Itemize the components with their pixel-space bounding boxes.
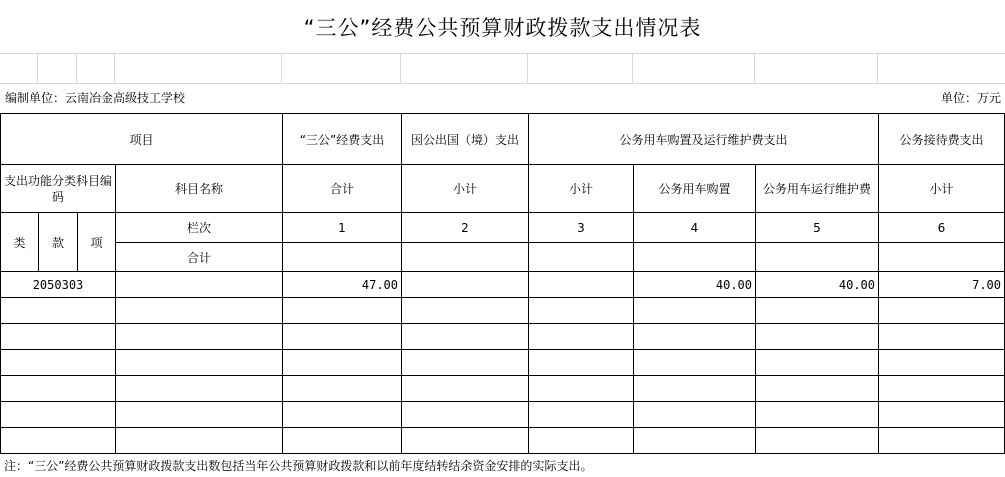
overseas-subtotal-cell — [402, 272, 529, 298]
reception-subtotal-cell: 7.00 — [879, 272, 1005, 298]
header-vehicle-operation: 公务用车运行维护费 — [756, 165, 879, 213]
budget-table — [0, 113, 1005, 454]
vehicle-operation-cell: 40.00 — [756, 272, 879, 298]
header-function-code: 支出功能分类科目编码 — [1, 165, 116, 213]
total-row-cell — [402, 243, 529, 272]
gridline — [76, 54, 77, 84]
column-number-4: 4 — [634, 213, 756, 243]
footnote: 注：“三公”经费公共预算财政拨款支出数包括当年公共预算财政拨款和以前年度结转结余资金安排的实际支出。 — [4, 459, 593, 473]
gridline — [281, 54, 282, 84]
currency-unit: 单位：万元 — [940, 91, 1001, 105]
column-number-6: 6 — [879, 213, 1005, 243]
gridline — [37, 54, 38, 84]
function-code-cell: 2050303 — [1, 272, 116, 298]
gridline — [632, 54, 633, 84]
header-item: 项 — [78, 213, 116, 272]
vehicle-purchase-cell: 40.00 — [634, 272, 756, 298]
header-overseas-spending: 因公出国（境）支出 — [402, 114, 529, 165]
gridline — [114, 54, 115, 84]
total-row-cell — [634, 243, 756, 272]
column-number-1: 1 — [283, 213, 402, 243]
empty-table-row — [1, 298, 1005, 324]
total-row-cell — [529, 243, 634, 272]
sangong-total-cell: 47.00 — [283, 272, 402, 298]
header-total: 合计 — [283, 165, 402, 213]
header-project: 项目 — [1, 114, 283, 165]
header-vehicle-spending: 公务用车购置及运行维护费支出 — [529, 114, 879, 165]
empty-table-row — [1, 376, 1005, 402]
empty-table-row — [1, 402, 1005, 428]
empty-table-row — [1, 350, 1005, 376]
header-overseas-subtotal: 小计 — [402, 165, 529, 213]
subject-name-cell — [116, 272, 283, 298]
column-number-label: 栏次 — [116, 213, 283, 243]
compiling-unit: 编制单位：云南冶金高级技工学校 — [5, 91, 186, 105]
gridline — [527, 54, 528, 84]
header-reception-subtotal: 小计 — [879, 165, 1005, 213]
header-sangong-spending: “三公”经费支出 — [283, 114, 402, 165]
total-row-cell — [756, 243, 879, 272]
column-number-2: 2 — [402, 213, 529, 243]
header-section: 款 — [39, 213, 78, 272]
vehicle-subtotal-cell — [529, 272, 634, 298]
total-row-cell — [879, 243, 1005, 272]
gridline — [877, 54, 878, 84]
header-vehicle-subtotal: 小计 — [529, 165, 634, 213]
gridline — [754, 54, 755, 84]
empty-table-row — [1, 324, 1005, 350]
header-vehicle-purchase: 公务用车购置 — [634, 165, 756, 213]
header-category: 类 — [1, 213, 39, 272]
total-row-cell — [283, 243, 402, 272]
column-number-5: 5 — [756, 213, 879, 243]
gridline — [400, 54, 401, 84]
empty-table-row — [1, 428, 1005, 454]
empty-row-band — [0, 54, 1005, 84]
report-title: “三公”经费公共预算财政拨款支出情况表 — [0, 0, 1005, 54]
header-subject-name: 科目名称 — [116, 165, 283, 213]
total-row-label: 合计 — [116, 243, 283, 272]
column-number-3: 3 — [529, 213, 634, 243]
header-reception-spending: 公务接待费支出 — [879, 114, 1005, 165]
